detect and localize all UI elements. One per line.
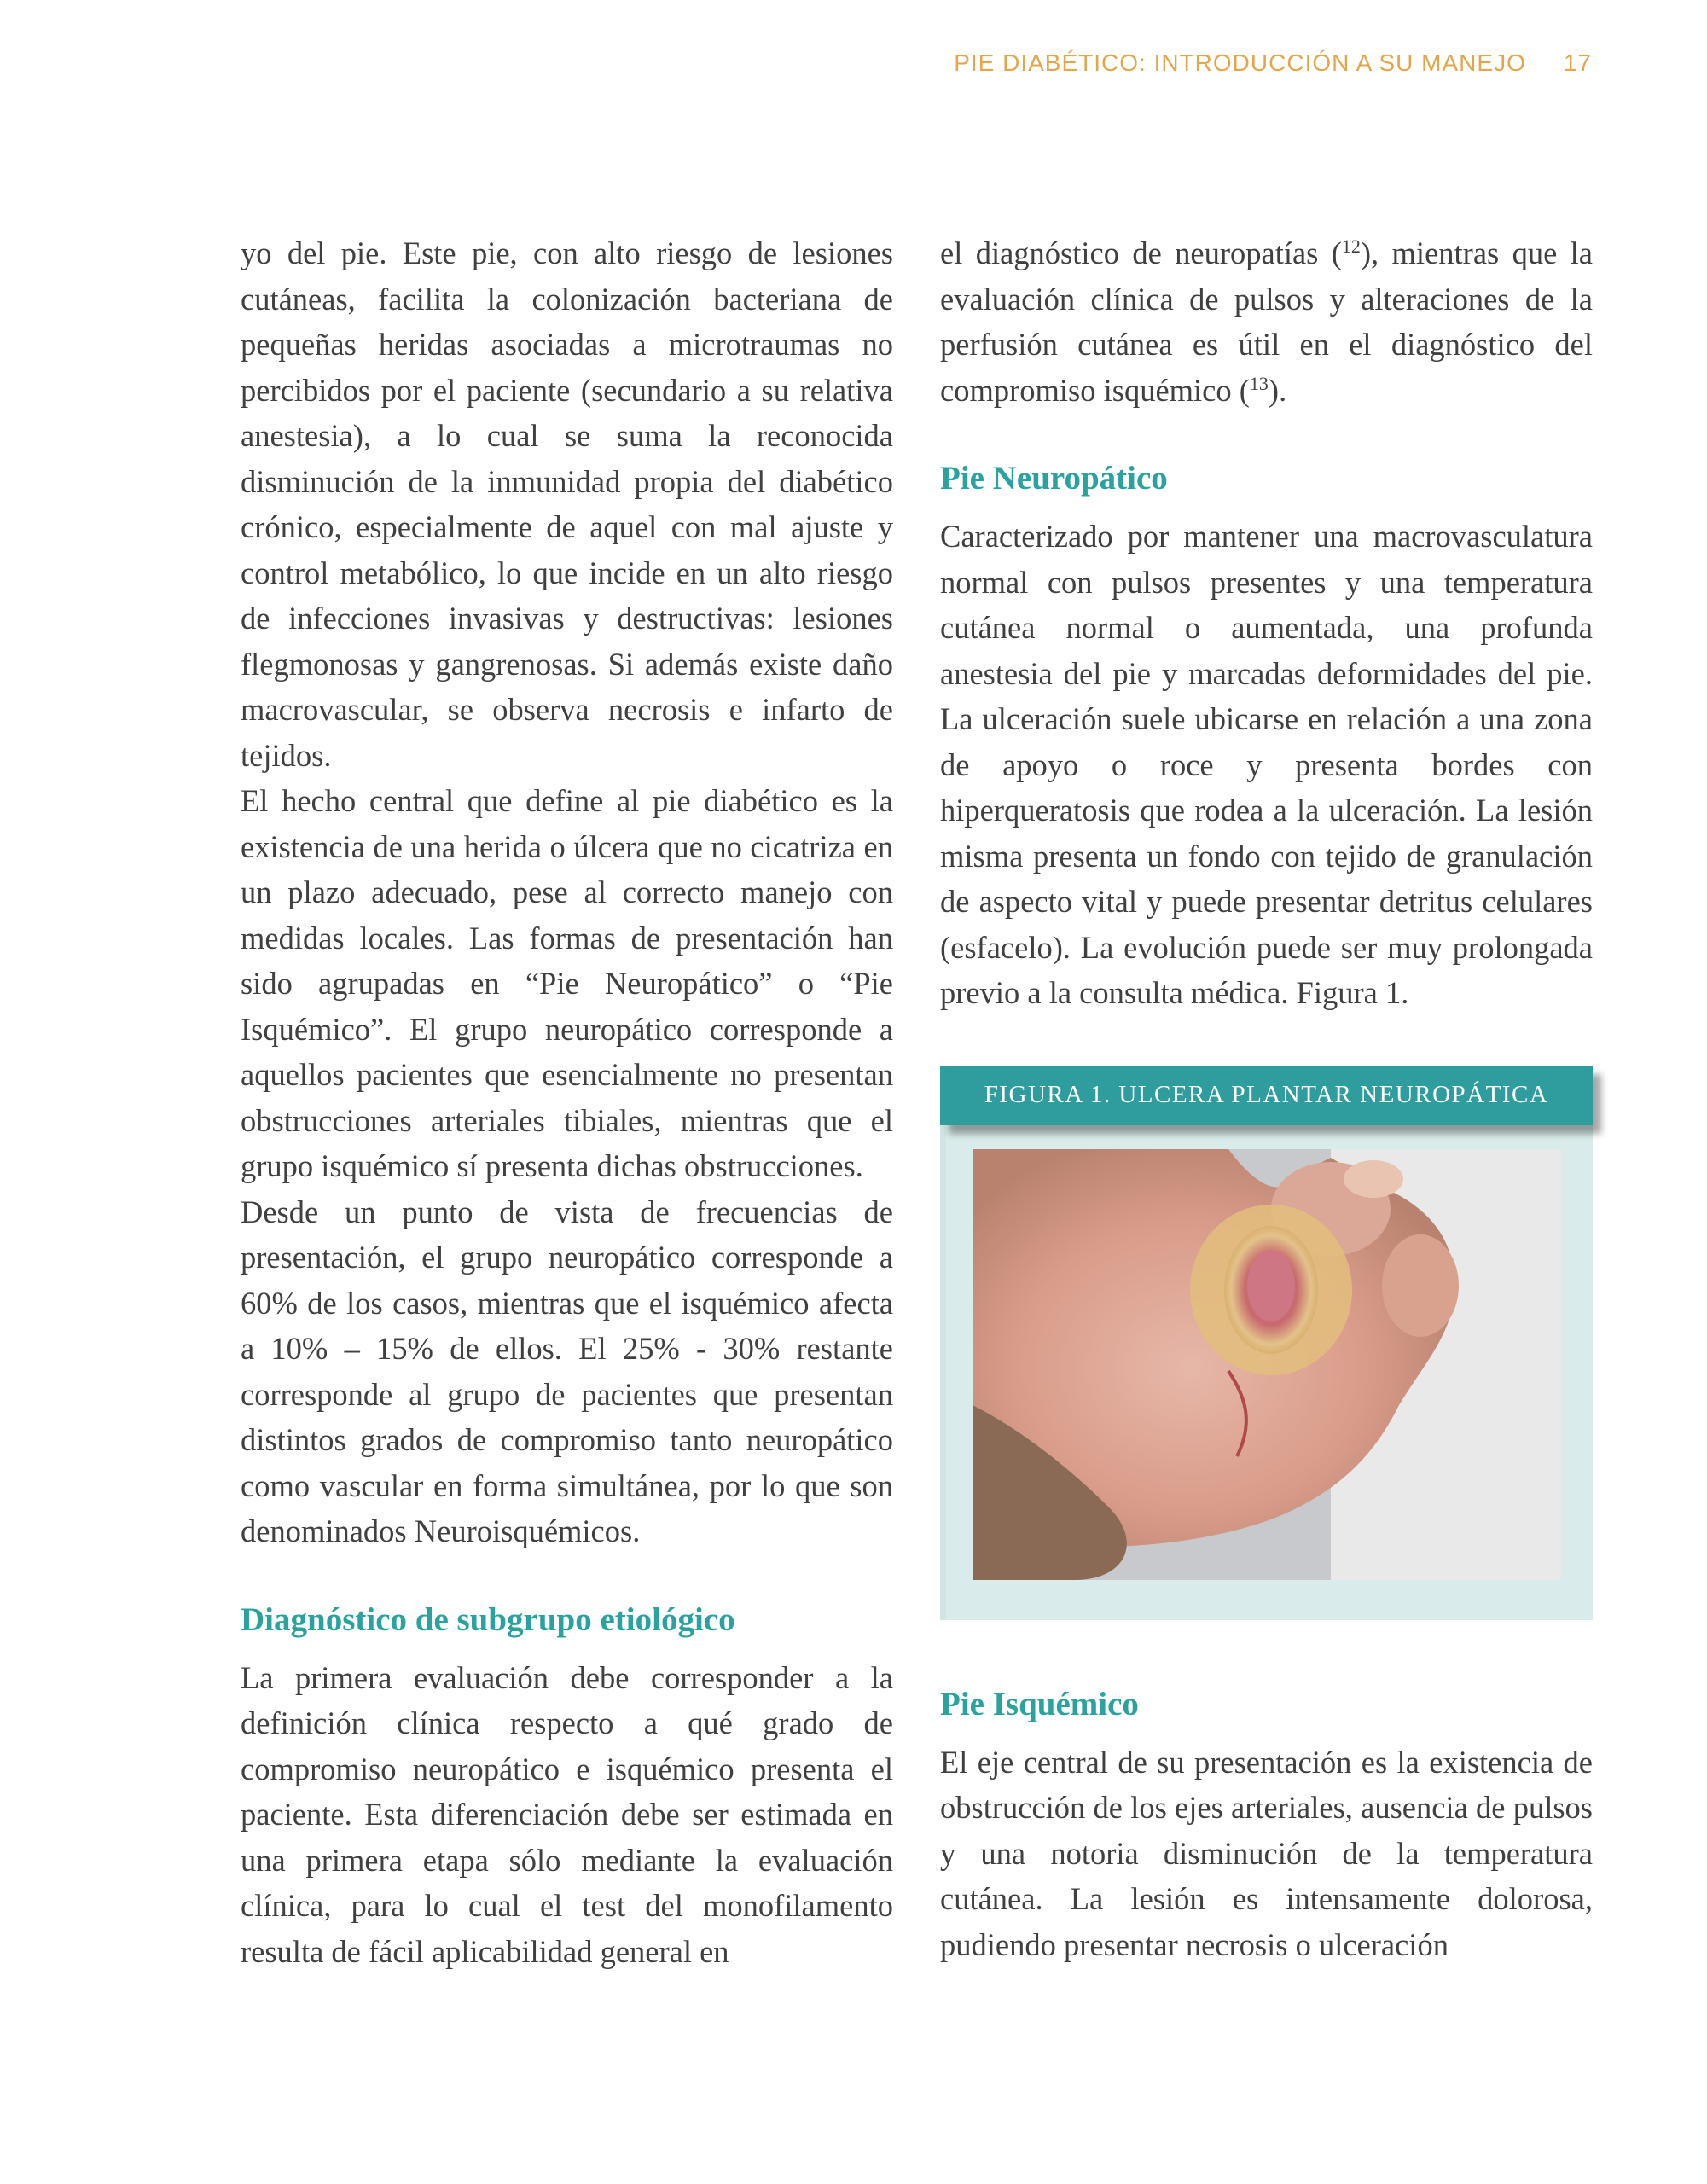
paragraph-neuropathic: Caracterizado por mantener una macrovasculatura normal con pulsos presentes y una temperatura cutánea normal o aumentada, una profunda anestesia del pie y marcadas deformidades del pie. La ulceración suele ubicarse en relación a una zona de apoyo o roce y presenta bordes con hiperqueratosis que rodea a la ulceración. La lesión misma presenta un fondo con tejido de granulación de aspecto vital y puede presentar detritus celulares (esfacelo). La evolución puede ser muy prolongada previo a la consulta médica. Figura 1. (940, 519, 1593, 1010)
foot-ulcer-image (973, 1149, 1561, 1580)
paragraph-ischemic: El eje central de su presentación es la existencia de obstrucción de los ejes arteriales, ausencia de pulsos y una notoria disminución de la temperatura cutánea. La lesión es intensamente dolorosa, pudiendo presentar necrosis o ulceración (940, 1744, 1593, 1962)
running-title: PIE DIABÉTICO: INTRODUCCIÓN A SU MANEJO (954, 49, 1526, 76)
paragraph-frequencies: Desde un punto de vista de frecuencias de presentación, el grupo neuropático corresponde a 60% de los casos, mientras que el isquémico afecta a 10% – 15% de ellos. El 25% - 30% restante corresponde al grupo de pacientes que presentan distintos grados de compromiso tanto neuropático como vascular en forma simultánea, por lo que son denominados Neuroisquémicos. (241, 1194, 893, 1548)
left-column (241, 230, 893, 1974)
heading-pie-neuropatico: Pie Neuropático (940, 460, 1168, 497)
paragraph-diagnosis-tests: el diagnóstico de neuropatías ($^{12}$), mientras que la evaluación clínica de pulsos y alteraciones de la perfusión cutánea es útil en el diagnóstico del compromiso isquémico ($^{13}$). (940, 235, 1593, 408)
figure-1 (940, 1066, 1593, 1620)
paragraph-central-fact: El hecho central que define al pie diabético es la existencia de una herida o úlcera que no cicatriza en un plazo adecuado, pese al correcto manejo con medidas locales. Las formas de presentación han sido agrupadas en “Pie Neuropático” o “Pie Isquémico”. El grupo neuropático corresponde a aquellos pacientes que esencialmente no presentan obstrucciones arteriales tibiales, mientras que el grupo isquémico sí presenta dichas obstrucciones. (241, 783, 893, 1183)
figure-caption: FIGURA 1. ULCERA PLANTAR NEUROPÁTICA (940, 1066, 1593, 1125)
page-number: 17 (1563, 49, 1592, 76)
paragraph-first-evaluation: La primera evaluación debe corresponder a la definición clínica respecto a qué grado de compromiso neuropático e isquémico presenta el paciente. Esta diferenciación debe ser estimada en una primera etapa sólo mediante la evaluación clínica, para lo cual el test del monofilamento resulta de fácil aplicabilidad general en (241, 1659, 893, 1969)
running-header (954, 49, 1592, 77)
paragraph-infection-risk: yo del pie. Este pie, con alto riesgo de lesiones cutáneas, facilita la colonización bacteriana de pequeñas heridas asociadas a microtraumas no percibidos por el paciente (secundario a su relativa anestesia), a lo cual se suma la reconocida disminución de la inmunidad propia del diabético crónico, especialmente de aquel con mal ajuste y control metabólico, lo que incide en un alto riesgo de infecciones invasivas y destructivas: lesiones flegmonosas y gangrenosas. Si además existe daño macrovascular, se observa necrosis e infarto de tejidos. (241, 235, 893, 773)
heading-pie-isquemico: Pie Isquémico (940, 1685, 1139, 1722)
reference-12: 12 (1341, 235, 1361, 257)
heading-diagnostico: Diagnóstico de subgrupo etiológico (241, 1600, 735, 1638)
reference-13: 13 (1249, 372, 1269, 394)
right-column (940, 230, 1593, 1967)
foot-ulcer-photo (973, 1149, 1561, 1580)
